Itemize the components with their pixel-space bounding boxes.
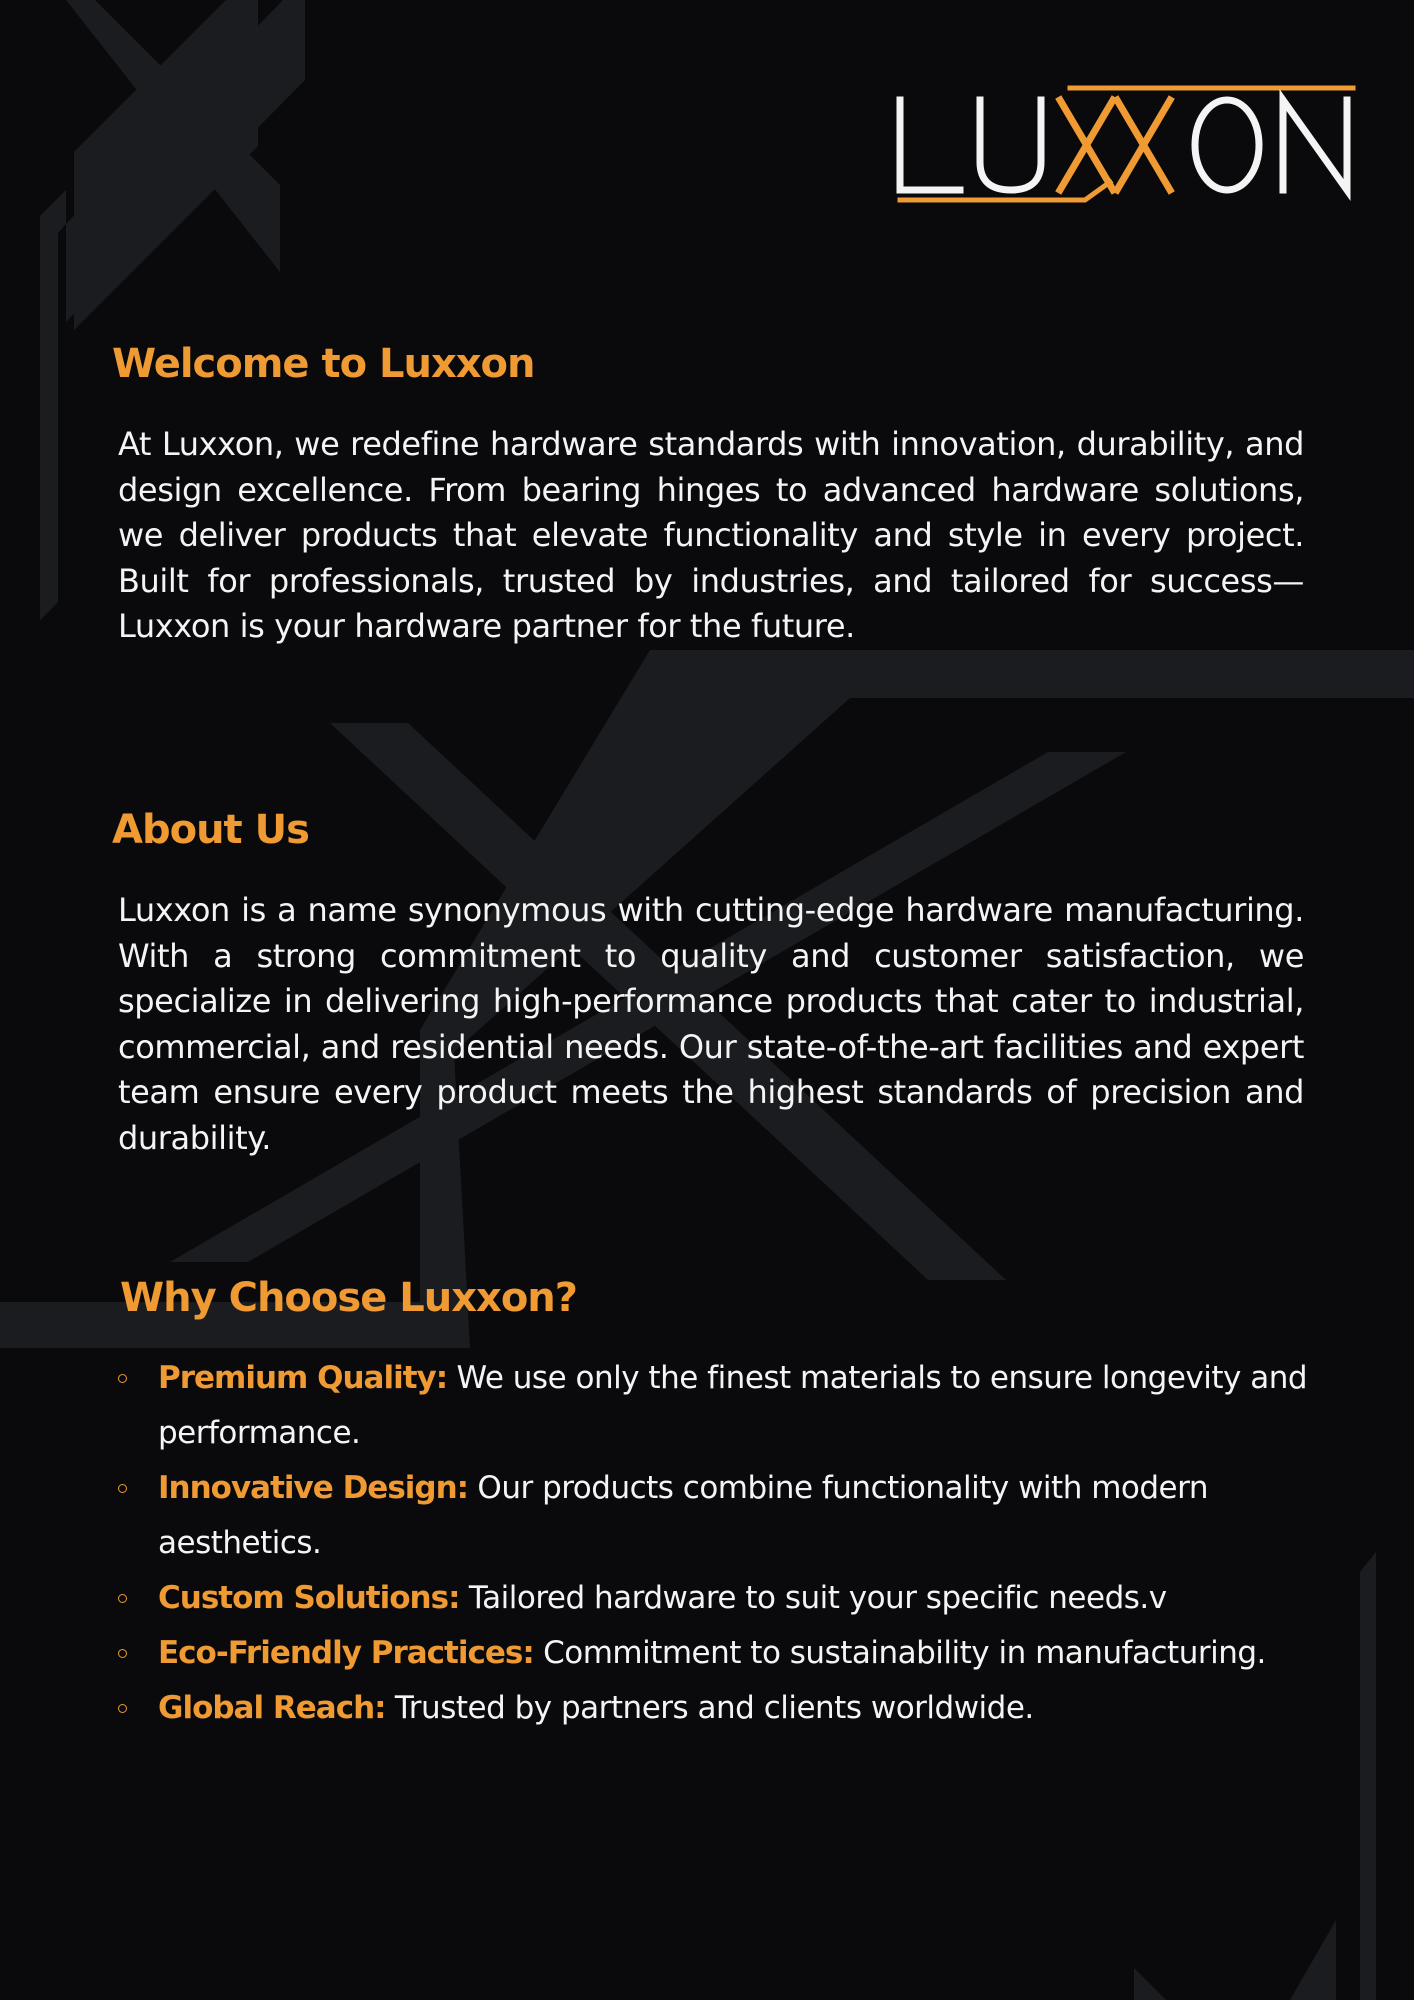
why-choose-title: Why Choose Luxxon? [120,1275,577,1321]
list-item-label: Custom Solutions: [158,1580,460,1616]
list-item-label: Innovative Design: [158,1470,469,1506]
list-item-text: Commitment to sustainability in manufacturing. [533,1635,1266,1671]
list-item-label: Eco-Friendly Practices: [158,1635,534,1671]
welcome-title: Welcome to Luxxon [112,341,535,387]
why-choose-list [118,1351,1308,1736]
list-item-text: Trusted by partners and clients worldwide. [385,1690,1034,1726]
about-paragraph: Luxxon is a name synonymous with cutting-edge hardware manufacturing. With a strong commitment to quality and customer satisfaction, we specialize in delivering high-performance products that cater to industrial, commercial, and residential needs. Our state-of-the-art facilities and expert team ensure every product meets the highest standards of precision and durability. [118,891,1304,1157]
list-item [118,1571,1308,1626]
list-item-text: Tailored hardware to suit your specific needs.v [459,1580,1167,1616]
about-title: About Us [112,807,309,853]
list-item-text: Our products combine functionality with modern aesthetics. [158,1470,1208,1561]
welcome-paragraph: At Luxxon, we redefine hardware standards with innovation, durability, and design excellence. From bearing hinges to advanced hardware solutions, we deliver products that elevate functionality and style in every project. Built for professionals, trusted by industries, and tailored for success—Luxxon is your hardware partner for the future. [118,425,1304,645]
list-item-label: Premium Quality: [158,1360,448,1396]
list-item-label: Global Reach: [158,1690,386,1726]
list-item-text: We use only the finest materials to ensure longevity and performance. [158,1360,1308,1451]
bullet-circle-icon [118,1704,127,1713]
bullet-circle-icon [118,1484,127,1493]
list-item [118,1461,1308,1571]
list-item [118,1681,1308,1736]
bullet-circle-icon [118,1594,127,1603]
list-item [118,1626,1308,1681]
bullet-circle-icon [118,1374,127,1383]
list-item [118,1351,1308,1461]
bullet-circle-icon [118,1649,127,1658]
